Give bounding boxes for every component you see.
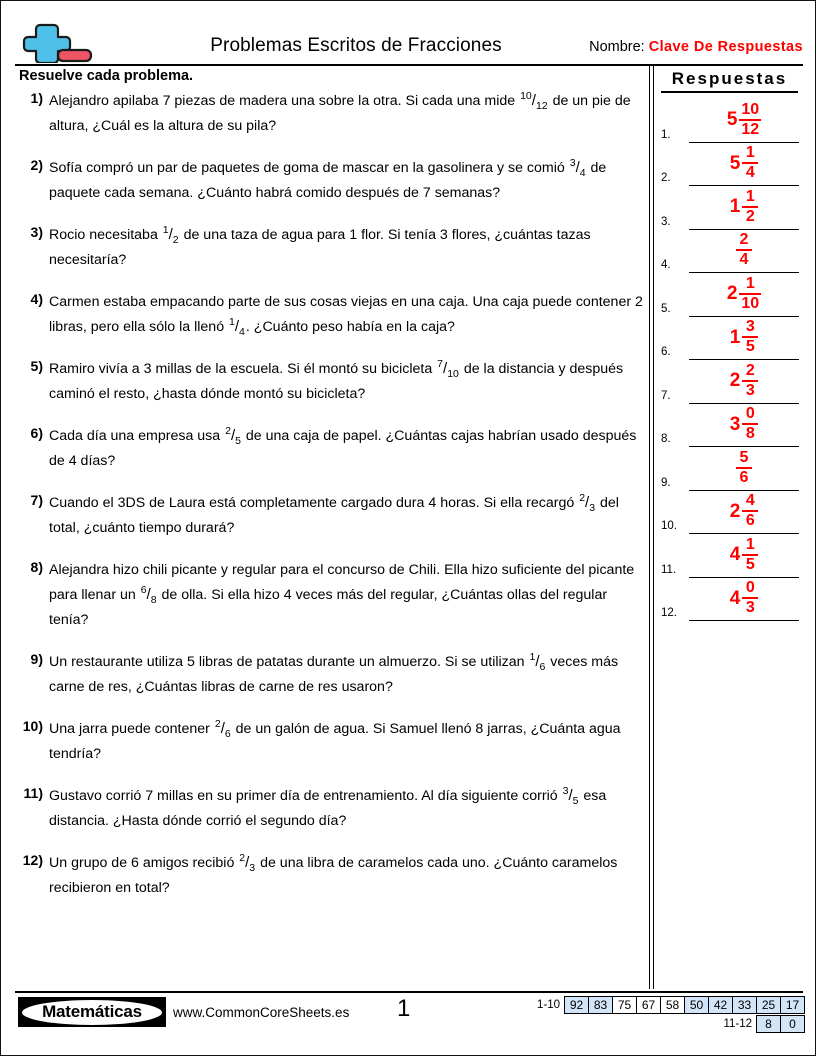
answer-index: 1. [661,128,671,141]
score-cell: 58 [660,996,685,1014]
problem-item [19,558,644,633]
answer-row [661,491,803,535]
answer-whole: 2 [726,283,738,304]
site-url: www.CommonCoreSheets.es [173,1005,350,1020]
answer-row [661,186,803,230]
problem-text: Ramiro vivía a 3 millas de la escuela. Si él montó su bicicleta $^7/_{10}$ de la distancia y después caminó el resto, ¿hasta dónde montó su bicicleta? [49,358,624,402]
problem-number: 2) [30,157,43,173]
score-range-label: 1-10 [536,999,560,1011]
answer-index: 11. [661,563,677,576]
score-row [521,996,805,1014]
fraction-denominator: 8 [745,425,755,442]
answer-index: 7. [661,389,671,402]
answer-value [689,274,799,314]
score-cell: 0 [780,1015,805,1033]
inline-fraction: $^7/_{10}$ [437,358,459,380]
answer-fraction [742,493,758,529]
fraction-denominator: 10 [741,294,760,312]
problem-item [19,717,644,767]
answer-fraction [742,537,758,573]
fraction-numerator: 2 [745,361,755,379]
answer-value [689,535,799,575]
inline-fraction: $^2/_6$ [214,718,231,740]
problem-number: 3) [30,224,43,240]
score-cell: 42 [708,996,733,1014]
score-cells [565,996,805,1014]
fraction-denominator: 4 [739,251,749,268]
fraction-numerator: 1 [745,144,755,161]
score-cell: 67 [636,996,661,1014]
score-cell: 83 [588,996,613,1014]
answer-fraction [742,189,758,225]
inline-fraction: $^{10}/_{12}$ [520,90,548,112]
problem-item [19,156,644,206]
answer-whole: 4 [729,544,741,565]
answer-fraction [742,580,758,616]
fraction-numerator: 10 [741,100,760,118]
score-cell: 75 [612,996,637,1014]
problem-list [19,89,644,918]
score-cell: 8 [756,1015,781,1033]
problem-text: Un restaurante utiliza 5 libras de patatas durante un almuerzo. Si se utilizan $^1/_6$ veces más carne de res, ¿Cuántas libras de carne de res usaron? [49,651,619,695]
fraction-numerator: 4 [745,492,755,509]
answers-title: Respuestas [661,69,798,93]
answer-whole: 4 [729,587,741,609]
problem-number: 11) [23,785,43,801]
answer-index: 4. [661,259,671,271]
answer-row [661,534,803,578]
score-table [521,996,805,1034]
answer-whole: 3 [729,413,741,435]
score-row [713,1015,805,1033]
answer-whole: 5 [726,109,738,130]
answer-fraction [742,406,758,442]
fraction-numerator: 1 [745,274,755,292]
answers-panel [661,69,803,621]
problem-text: Cuando el 3DS de Laura está completamente cargado dura 4 horas. Si ella recargó $^2/_3$ del total, ¿cuánto tiempo durará? [49,492,619,536]
problem-item [19,650,644,700]
answer-rows [661,99,803,621]
problem-text: Una jarra puede contener $^2/_6$ de un galón de agua. Si Samuel llenó 8 jarras, ¿Cuánta agua tendría? [49,718,621,762]
problem-number: 8) [30,559,43,575]
score-cells [757,1015,805,1033]
column-divider [649,65,654,989]
problem-text: Un grupo de 6 amigos recibió $^2/_3$ de una libra de caramelos cada uno. ¿Cuánto caramelos recibieron en total? [49,852,618,896]
answer-whole: 1 [729,326,741,348]
header-divider [15,64,803,66]
answer-row [661,578,803,622]
problem-number: 9) [30,651,43,667]
answer-index: 5. [661,302,671,315]
answer-row [661,143,803,187]
answer-row [661,273,803,317]
inline-fraction: $^1/_6$ [529,651,546,673]
problem-item [19,357,644,407]
fraction-denominator: 6 [739,468,749,486]
answer-index: 9. [661,476,671,489]
fraction-denominator: 5 [745,555,755,573]
answer-fraction [739,276,761,312]
answer-index: 8. [661,433,671,445]
fraction-denominator: 12 [741,120,760,138]
answer-index: 6. [661,346,671,358]
problem-text: Alejandra hizo chili picante y regular para el concurso de Chili. Ella hizo suficiente del picante para llenar un $^6/_8$ de olla. Si ella hizo 4 veces más del regular, ¿Cuántas ollas del regular tenía? [49,562,635,628]
inline-fraction: $^1/_2$ [162,224,179,246]
brand-label: Matemáticas [22,1000,162,1025]
fraction-denominator: 3 [745,599,755,616]
page-title: Problemas Escritos de Fracciones [210,35,502,56]
problem-item [19,784,644,834]
answer-whole: 2 [729,500,741,522]
inline-fraction: $^3/_5$ [562,785,579,807]
inline-fraction: $^3/_4$ [569,157,586,179]
answer-index: 10. [661,520,677,532]
problem-number: 6) [30,425,43,441]
problem-number: 1) [30,90,43,106]
answer-fraction [742,319,758,355]
answer-row [661,404,803,448]
problem-text: Carmen estaba empacando parte de sus cosas viejas en una caja. Una caja puede contener 2 libras, pero ella sólo la llenó $^1/_4$. ¿Cuánto peso había en la caja? [49,294,643,338]
answer-value [689,100,799,140]
answer-row [661,317,803,361]
inline-fraction: $^6/_8$ [140,584,157,606]
answer-value [689,448,799,488]
answer-whole: 2 [729,370,741,391]
answer-fraction [736,232,752,268]
name-field [589,39,803,55]
page-footer [1,993,816,1056]
score-cell: 17 [780,996,805,1014]
problem-number: 12) [22,852,43,868]
problem-number: 4) [30,291,43,307]
answer-value [689,230,799,270]
fraction-denominator: 2 [745,207,755,225]
fraction-numerator: 1 [745,187,755,205]
fraction-numerator: 0 [745,405,755,422]
answer-value [689,187,799,227]
answer-whole: 5 [729,152,741,174]
fraction-numerator: 2 [739,231,749,248]
problem-text: Cada día una empresa usa $^2/_5$ de una caja de papel. ¿Cuántas cajas habrían usado después de 4 días? [49,425,637,469]
fraction-denominator: 4 [745,164,755,181]
answer-fraction [742,145,758,181]
score-cell: 50 [684,996,709,1014]
answer-line [689,620,799,621]
brand-badge [18,997,166,1027]
answer-index: 3. [661,215,671,228]
answer-row [661,230,803,274]
answer-row [661,360,803,404]
answer-fraction [739,102,761,138]
answer-fraction [736,450,752,486]
fraction-numerator: 1 [745,535,755,553]
inline-fraction: $^2/_3$ [239,852,256,874]
score-cell: 25 [756,996,781,1014]
problem-text: Sofía compró un par de paquetes de goma de mascar en la gasolinera y se comió $^3/_4$ de paquete cada semana. ¿Cuánto habrá comido después de 7 semanas? [49,157,607,201]
problem-item [19,424,644,474]
inline-fraction: $^2/_3$ [579,492,596,514]
problem-item [19,851,644,901]
problem-item [19,491,644,541]
score-cell: 33 [732,996,757,1014]
problem-number: 7) [30,492,43,508]
score-range-label: 11-12 [723,1018,752,1030]
problem-number: 5) [30,358,43,374]
page-header [1,1,816,63]
answer-fraction [742,363,758,399]
answer-whole: 1 [729,196,741,217]
math-plus-logo-icon [18,23,94,63]
answer-value [689,404,799,444]
answer-value [689,143,799,183]
problem-number: 10) [22,718,43,734]
page-number: 1 [397,995,411,1022]
answer-row [661,99,803,143]
fraction-denominator: 6 [745,512,755,529]
answer-index: 12. [661,607,677,619]
problem-text: Rocio necesitaba $^1/_2$ de una taza de agua para 1 flor. Si tenía 3 flores, ¿cuántas tazas necesitaría? [49,224,591,268]
problem-item [19,223,644,273]
instructions-text: Resuelve cada problema. [19,68,194,84]
answer-value [689,578,799,618]
problem-text: Alejandro apilaba 7 piezas de madera una sobre la otra. Si cada una mide $^{10}/_{12}$ de un pie de altura, ¿Cuál es la altura de su pila? [49,90,631,134]
fraction-denominator: 3 [745,381,755,399]
fraction-numerator: 0 [745,579,755,596]
name-value: Clave De Respuestas [648,39,803,55]
name-label: Nombre: [589,39,645,55]
answer-value [689,491,799,531]
problem-item [19,290,644,340]
answer-value [689,317,799,357]
answer-index: 2. [661,172,671,184]
score-cell: 92 [564,996,589,1014]
fraction-numerator: 5 [739,448,749,466]
fraction-numerator: 3 [745,318,755,335]
answer-value [689,361,799,401]
inline-fraction: $^1/_4$ [229,316,245,338]
fraction-denominator: 5 [745,338,755,355]
problem-text: Gustavo corrió 7 millas en su primer día de entrenamiento. Al día siguiente corrió $^3/_5$ esa distancia. ¿Hasta dónde corrió el segundo día? [49,785,607,829]
inline-fraction: $^2/_5$ [225,425,241,447]
answer-row [661,447,803,491]
problem-item [19,89,644,139]
